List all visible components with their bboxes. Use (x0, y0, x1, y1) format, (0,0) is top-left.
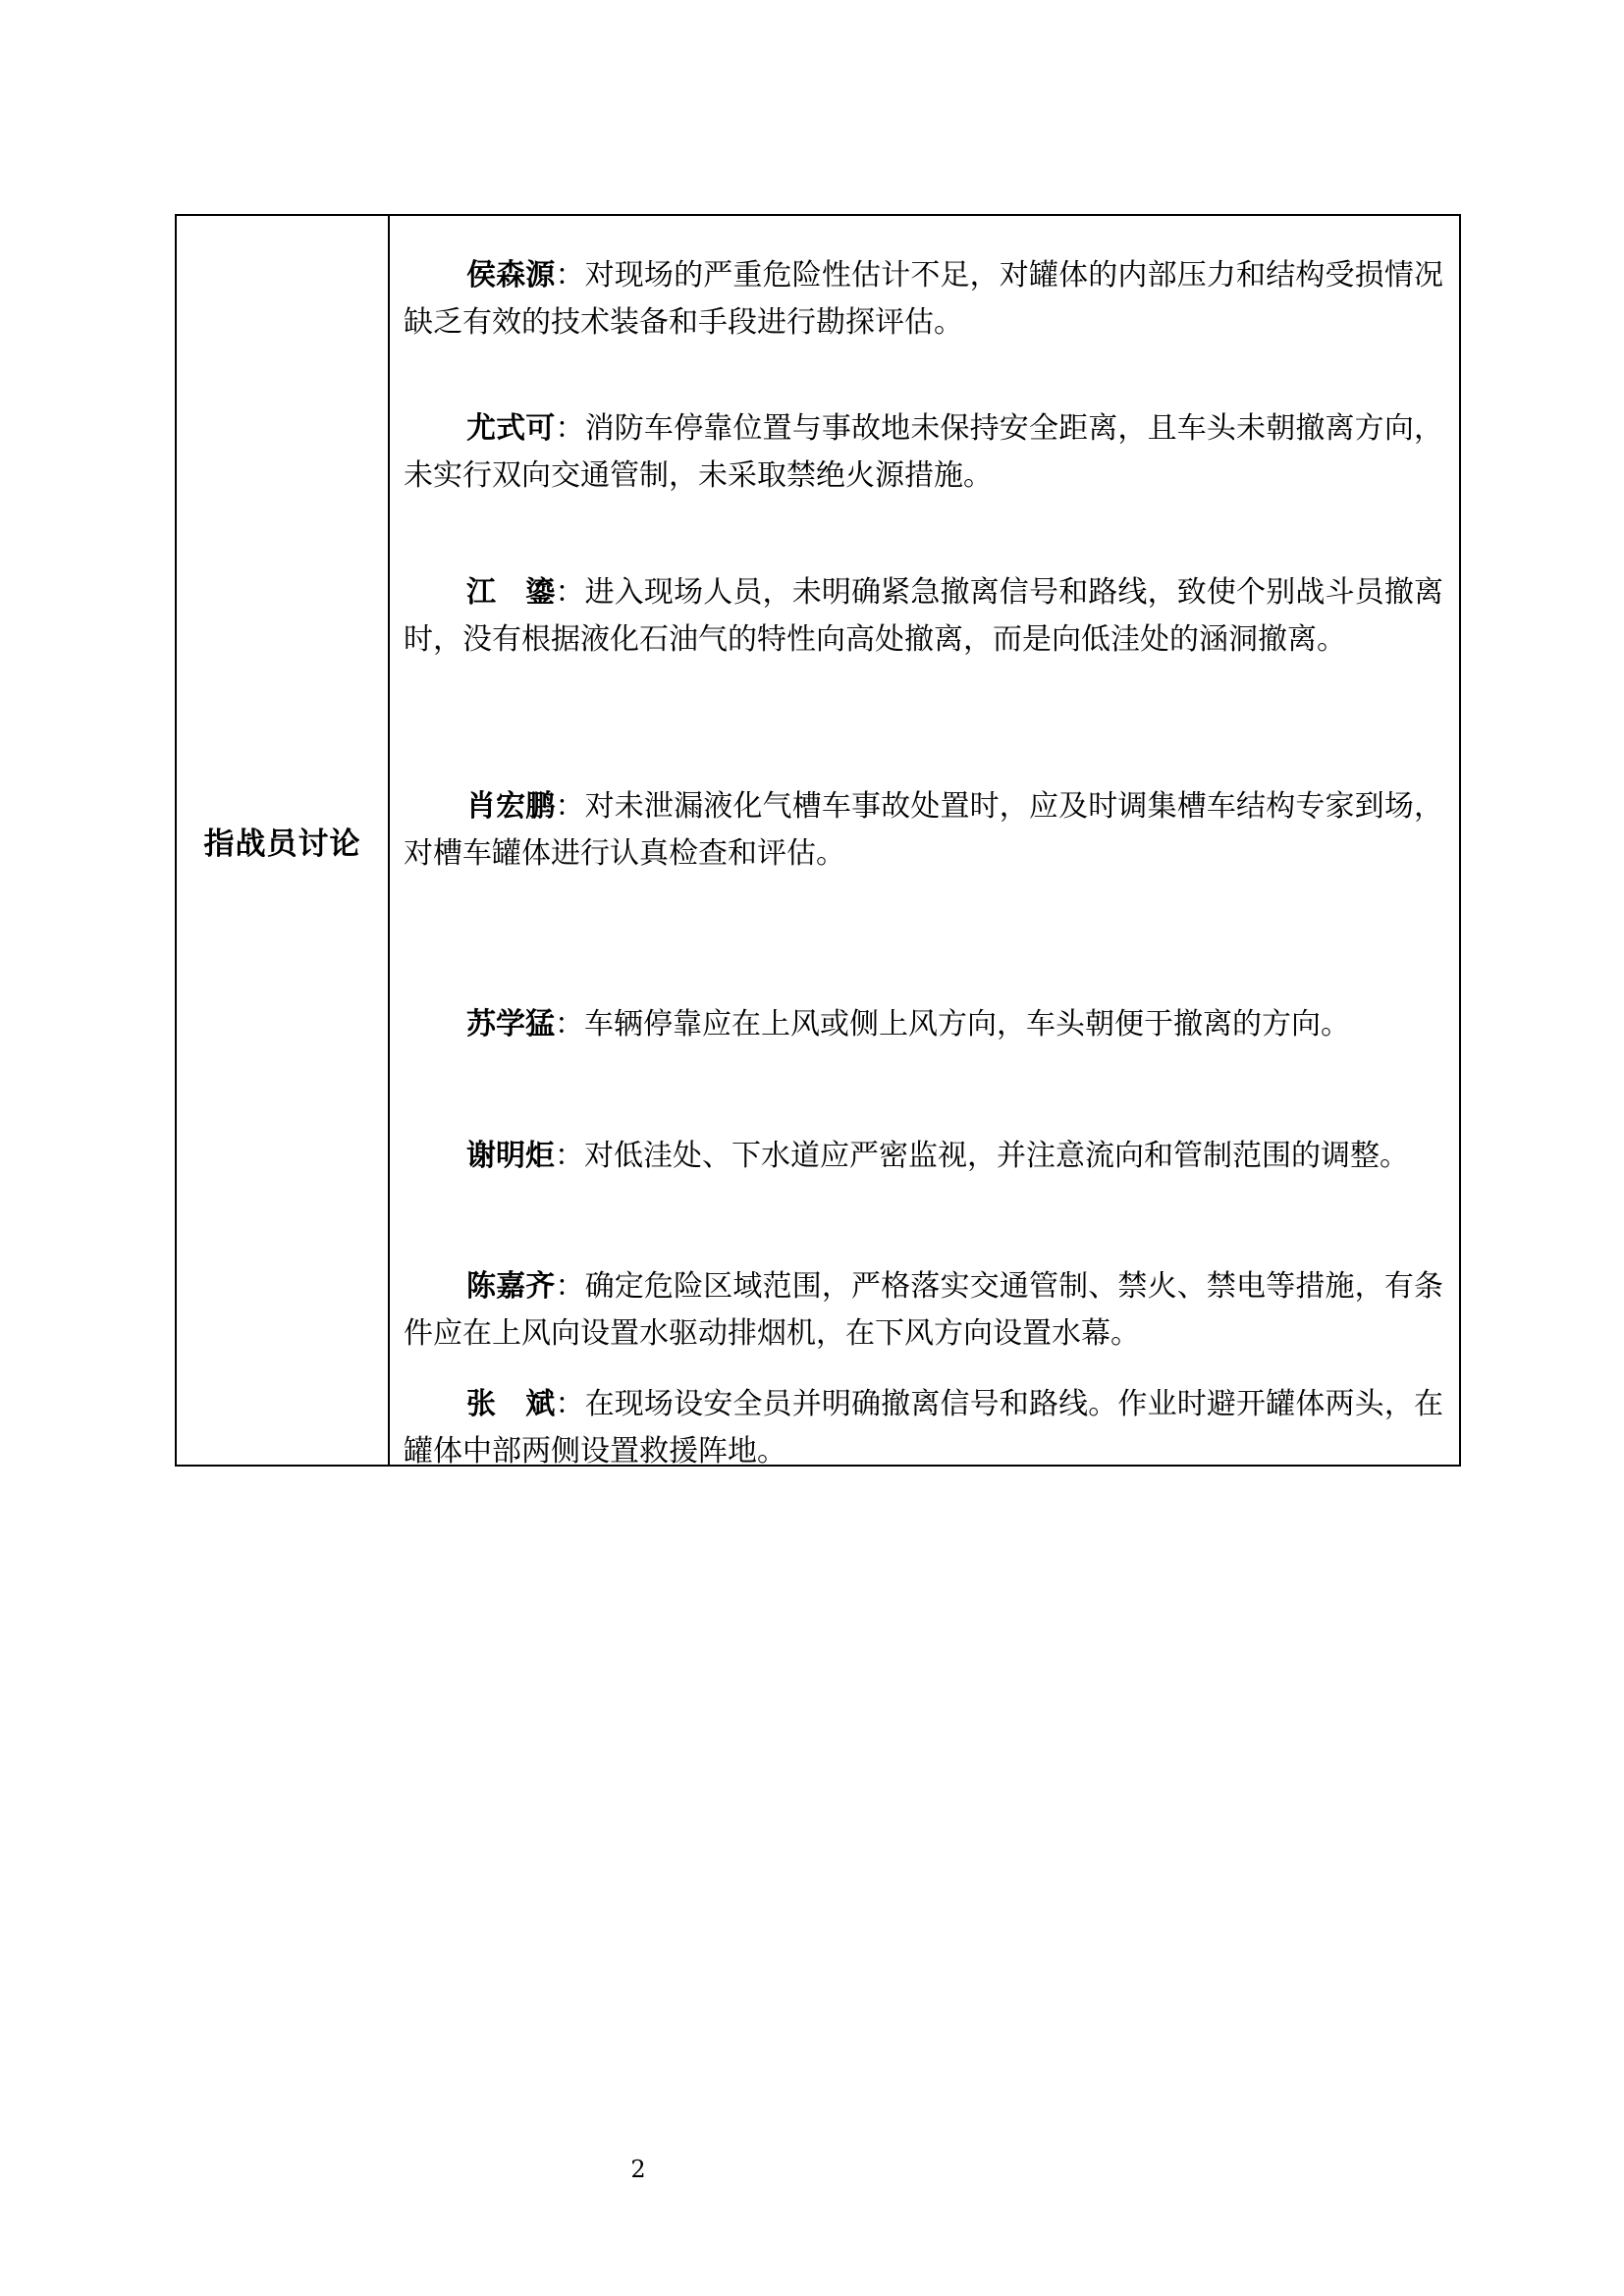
page-number: 2 (630, 2156, 646, 2183)
table-content-cell (390, 216, 1459, 1468)
speaker-name: 江 鎏 (466, 575, 556, 610)
row-label: 指战员讨论 (203, 826, 361, 862)
speaker-name: 陈嘉齐 (466, 1269, 556, 1304)
speaker-comment: 进入现场人员，未明确紧急撤离信号和路线，致使个别战斗员撤离时，没有根据液化石油气的特性向高处撤离，而是向低洼处的涵洞撤离。 (404, 575, 1443, 657)
speaker-comment: 消防车停靠位置与事故地未保持安全距离，且车头未朝撤离方向，未实行双向交通管制，未采取禁绝火源措施。 (404, 411, 1443, 493)
speaker-comment: 对现场的严重危险性估计不足，对罐体的内部压力和结构受损情况缺乏有效的技术装备和手段进行勘探评估。 (404, 258, 1443, 340)
discussion-entry (404, 1381, 1443, 1475)
discussion-entry (404, 783, 1443, 878)
colon: ： (555, 1007, 584, 1041)
colon: ： (555, 789, 585, 824)
speaker-name: 张 斌 (466, 1387, 556, 1421)
speaker-comment: 确定危险区域范围，严格落实交通管制、禁火、禁电等措施，有条件应在上风向设置水驱动排烟机，在下风方向设置水幕。 (404, 1269, 1443, 1351)
speaker-comment: 在现场设安全员并明确撤离信号和路线。作业时避开罐体两头，在罐体中部两侧设置救援阵地。 (404, 1387, 1443, 1468)
speaker-name: 尤式可 (466, 411, 556, 446)
speaker-name: 肖宏鹏 (466, 789, 556, 824)
discussion-entry (404, 1263, 1443, 1358)
colon: ： (555, 1269, 585, 1304)
colon: ： (555, 411, 585, 446)
speaker-comment: 车辆停靠应在上风或侧上风方向，车头朝便于撤离的方向。 (584, 1007, 1350, 1041)
discussion-entry (404, 569, 1443, 664)
speaker-name: 苏学猛 (466, 1007, 555, 1041)
discussion-entry (404, 1001, 1443, 1048)
colon: ： (555, 258, 585, 293)
table-label-cell (177, 216, 390, 1465)
speaker-name: 侯森源 (466, 258, 556, 293)
discussion-entry (404, 252, 1443, 347)
discussion-entry (404, 1133, 1443, 1180)
colon: ： (555, 1139, 584, 1173)
speaker-comment: 对低洼处、下水道应严密监视，并注意流向和管制范围的调整。 (584, 1139, 1409, 1173)
speaker-comment: 对未泄漏液化气槽车事故处置时，应及时调集槽车结构专家到场，对槽车罐体进行认真检查和评估。 (404, 789, 1443, 871)
discussion-entry (404, 405, 1443, 500)
discussion-table (175, 214, 1461, 1467)
colon: ： (555, 575, 585, 610)
colon: ： (555, 1387, 585, 1421)
speaker-name: 谢明炬 (466, 1139, 555, 1173)
